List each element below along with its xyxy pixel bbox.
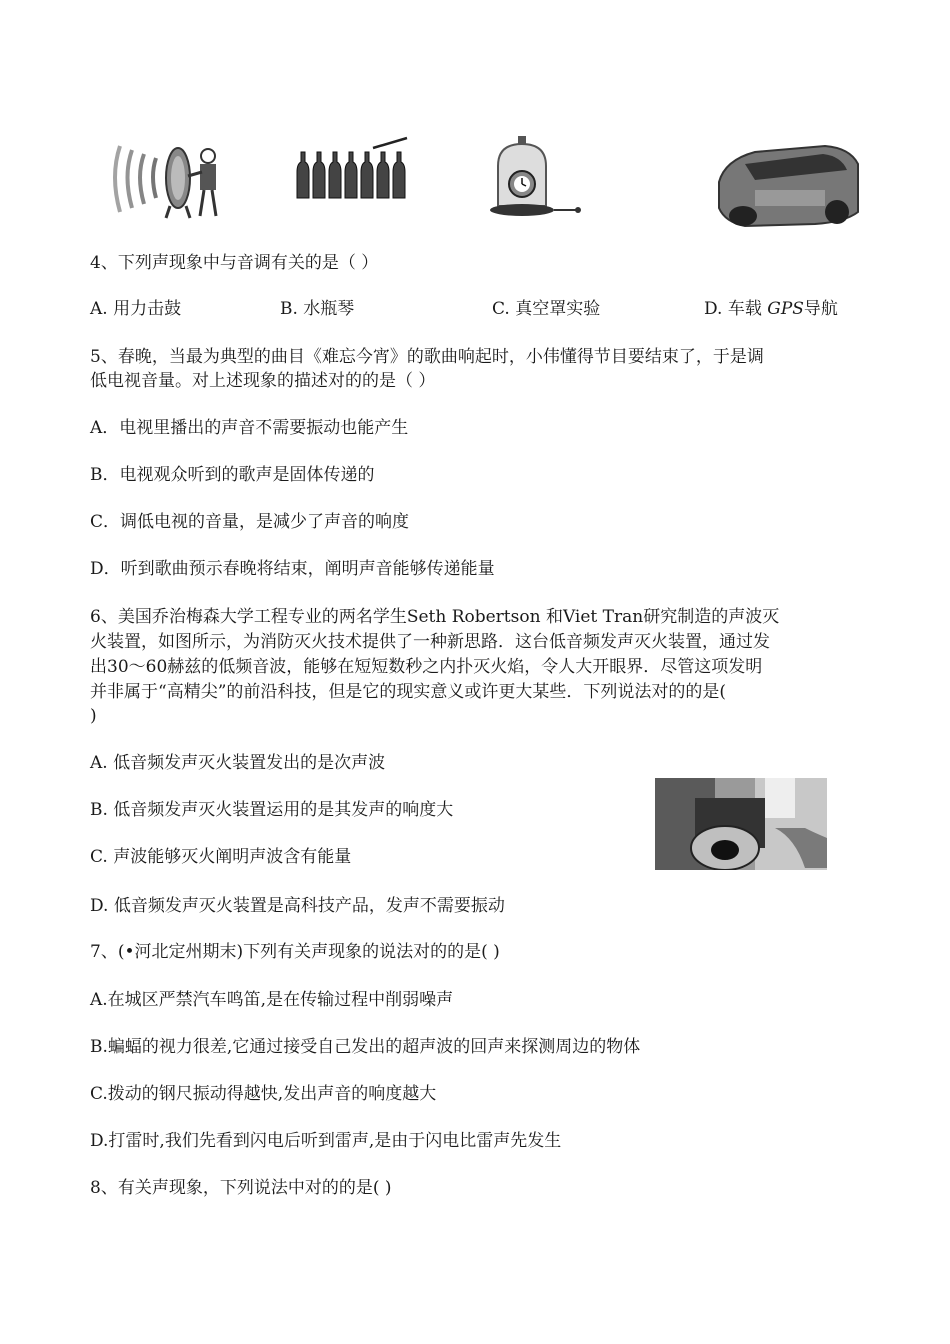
q6-stem-line1: 6、美国乔治梅森大学工程专业的两名学生Seth Robertson 和Viet Tran研究制造的声波灭 [90,607,780,627]
car-gps-figure [715,142,860,232]
q4-option-d-tail: 导航 [803,299,838,319]
vacuum-bell-jar-figure [488,136,583,220]
q6-option-a: A. 低音频发声灭火装置发出的是次声波 [90,753,386,773]
q4-option-b: B. 水瓶琴 [280,299,355,319]
q7-option-a: A.在城区严禁汽车鸣笛,是在传输过程中削弱噪声 [90,990,454,1010]
q6-stem-line4: 并非属于“高精尖”的前沿科技，但是它的现实意义或许更大某些．下列说法对的的是( [90,682,727,702]
q6-stem-line5: ) [90,706,97,726]
q7-option-d: D.打雷时,我们先看到闪电后听到雷声,是由于闪电比雷声先发生 [90,1131,562,1151]
drum-figure [108,132,233,220]
q4-option-d-gps: GPS [767,299,804,319]
q6-option-c: C. 声波能够灭火阐明声波含有能量 [90,847,352,867]
q6-stem-line3: 出30～60赫兹的低频音波，能够在短短数秒之内扑灭火焰，令人大开眼界．尽管这项发明 [90,657,763,677]
q4-option-d-label: D. 车载 [704,299,762,319]
q4-stem: 4、下列声现象中与音调有关的是（ ） [90,253,379,273]
q6-option-b: B. 低音频发声灭火装置运用的是其发声的响度大 [90,800,454,820]
q4-option-c: C. 真空罩实验 [492,299,601,319]
water-bottles-figure [295,132,413,202]
q5-option-b: B．电视观众听到的歌声是固体传递的 [90,465,375,485]
q5-option-c: C．调低电视的音量，是减少了声音的响度 [90,512,410,532]
q7-option-b: B.蝙蝠的视力很差,它通过接受自己发出的超声波的回声来探测周边的物体 [90,1037,641,1057]
q7-stem: 7、(•河北定州期末)下列有关声现象的说法对的的是( ) [90,942,500,962]
q8-stem: 8、有关声现象，下列说法中对的的是( ) [90,1178,392,1198]
q4-option-d [704,297,838,321]
q5-option-a: A．电视里播出的声音不需要振动也能产生 [90,418,409,438]
q5-stem-line2: 低电视音量。对上述现象的描述对的的是（ ） [90,371,436,391]
q7-option-c: C.拨动的钢尺振动得越快,发出声音的响度越大 [90,1084,437,1104]
q5-option-d: D．听到歌曲预示春晚将结束，阐明声音能够传递能量 [90,559,495,579]
q4-option-a: A. 用力击鼓 [90,299,182,319]
q6-option-d: D. 低音频发声灭火装置是高科技产品，发声不需要振动 [90,896,505,916]
q6-stem-line2: 火装置，如图所示，为消防灭火技术提供了一种新思路．这台低音频发声灭火装置，通过发 [90,632,770,652]
q5-stem-line1: 5、春晚，当最为典型的曲目《难忘今宵》的歌曲响起时，小伟懂得节目要结束了，于是调 [90,347,764,367]
sonic-extinguisher-photo [655,778,827,870]
